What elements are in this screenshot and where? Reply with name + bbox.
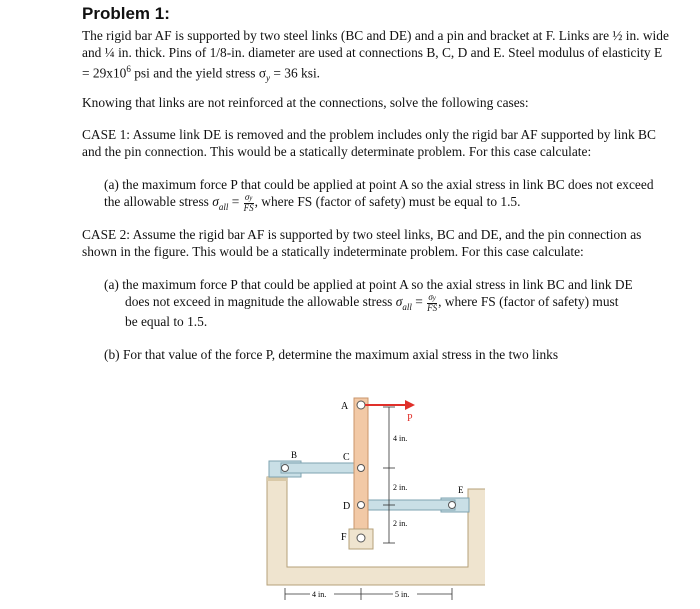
case1-part-a xyxy=(104,176,664,216)
problem-intro xyxy=(82,27,672,87)
intro-text-1: The rigid bar AF is supported by two steel links (BC and DE) and a pin and bracket at F. Links are ½ in. wide and ¼ in. thick. Pins of 1/8-in. diameter are used at connections B, C, D and E. Steel modulus of elasticity E = 29x10 xyxy=(82,28,669,81)
fraction-denominator: FS xyxy=(243,203,254,213)
fraction-sigma-2: σ xyxy=(428,292,433,302)
sigma-symbol: σ xyxy=(212,194,219,210)
fraction-sigma: σ xyxy=(244,192,250,202)
fraction-denominator-2: FS xyxy=(427,303,438,313)
problem-title: Problem 1: xyxy=(82,4,170,23)
pin-b xyxy=(282,465,289,472)
fraction-sub-2: y xyxy=(432,294,436,302)
label-d: D xyxy=(343,501,351,512)
sigma-symbol-2: σ xyxy=(395,294,403,310)
label-p: P xyxy=(407,413,413,424)
mechanism-figure xyxy=(255,395,485,600)
all-subscript: all xyxy=(218,201,229,212)
fraction-sub: y xyxy=(249,194,253,202)
stress-fraction xyxy=(244,193,254,213)
pin-f xyxy=(357,534,365,542)
force-p-arrow-head xyxy=(405,400,415,410)
label-a: A xyxy=(341,401,349,412)
case2-a-text-3: , where FS (factor of safety) must xyxy=(438,294,619,310)
knowing-statement: Knowing that links are not reinforced at the connections, solve the following cases: xyxy=(82,95,529,110)
case1-a-text-2: , where FS (factor of safety) must be equal to 1.5. xyxy=(254,194,521,210)
dim-label-4in-vertical: 4 in. xyxy=(393,434,408,443)
ground-hatch-left xyxy=(267,477,287,481)
case2-part-a-line3: be equal to 1.5. xyxy=(125,314,208,329)
equals-sign-2: = xyxy=(411,294,427,310)
dim-label-5in-horizontal: 5 in. xyxy=(395,590,410,599)
case1-a-text-1: (a) the maximum force P that could be applied at point A so the axial stress in link BC does not exceed the allowable stress xyxy=(104,177,654,210)
case2-part-b: (b) For that value of the force P, determine the maximum axial stress in the two links xyxy=(104,347,559,362)
pin-e xyxy=(449,502,456,509)
intro-exponent: 6 xyxy=(126,64,131,74)
pin-d xyxy=(358,502,365,509)
dim-label-2in-upper: 2 in. xyxy=(393,483,408,492)
link-bc xyxy=(281,463,361,473)
dim-label-2in-lower: 2 in. xyxy=(393,519,408,528)
label-f: F xyxy=(341,532,347,543)
ground-support xyxy=(267,477,485,585)
label-e: E xyxy=(458,485,464,495)
label-c: C xyxy=(343,452,350,463)
dim-label-4in-horizontal: 4 in. xyxy=(312,590,327,599)
pin-a xyxy=(357,401,365,409)
stress-fraction-2 xyxy=(427,293,437,313)
link-de xyxy=(367,500,455,510)
intro-text-3: = 36 ksi. xyxy=(270,65,321,81)
mechanism-diagram xyxy=(255,395,485,600)
case2-a-text-2: does not exceed in magnitude the allowable stress xyxy=(125,294,396,310)
case2-statement: CASE 2: Assume the rigid bar AF is supported by two steel links, BC and DE, and the pin connection as shown in the figure. This would be a statically indeterminate problem. For this case calculate: xyxy=(82,227,642,259)
case2-part-a-line1: (a) the maximum force P that could be applied at point A so the axial stress in link BC and link DE xyxy=(104,277,633,292)
all-subscript-2: all xyxy=(402,301,412,312)
equals-sign: = xyxy=(228,194,243,210)
label-b: B xyxy=(291,450,298,460)
intro-text-2: psi and the yield stress σ xyxy=(130,65,267,81)
intro-subscript: y xyxy=(266,73,271,84)
case1-statement: CASE 1: Assume link DE is removed and the problem includes only the rigid bar AF supported by link BC and the pin connection. This would be a statically determinate problem. For this case calculate: xyxy=(82,127,656,159)
pin-c xyxy=(358,465,365,472)
